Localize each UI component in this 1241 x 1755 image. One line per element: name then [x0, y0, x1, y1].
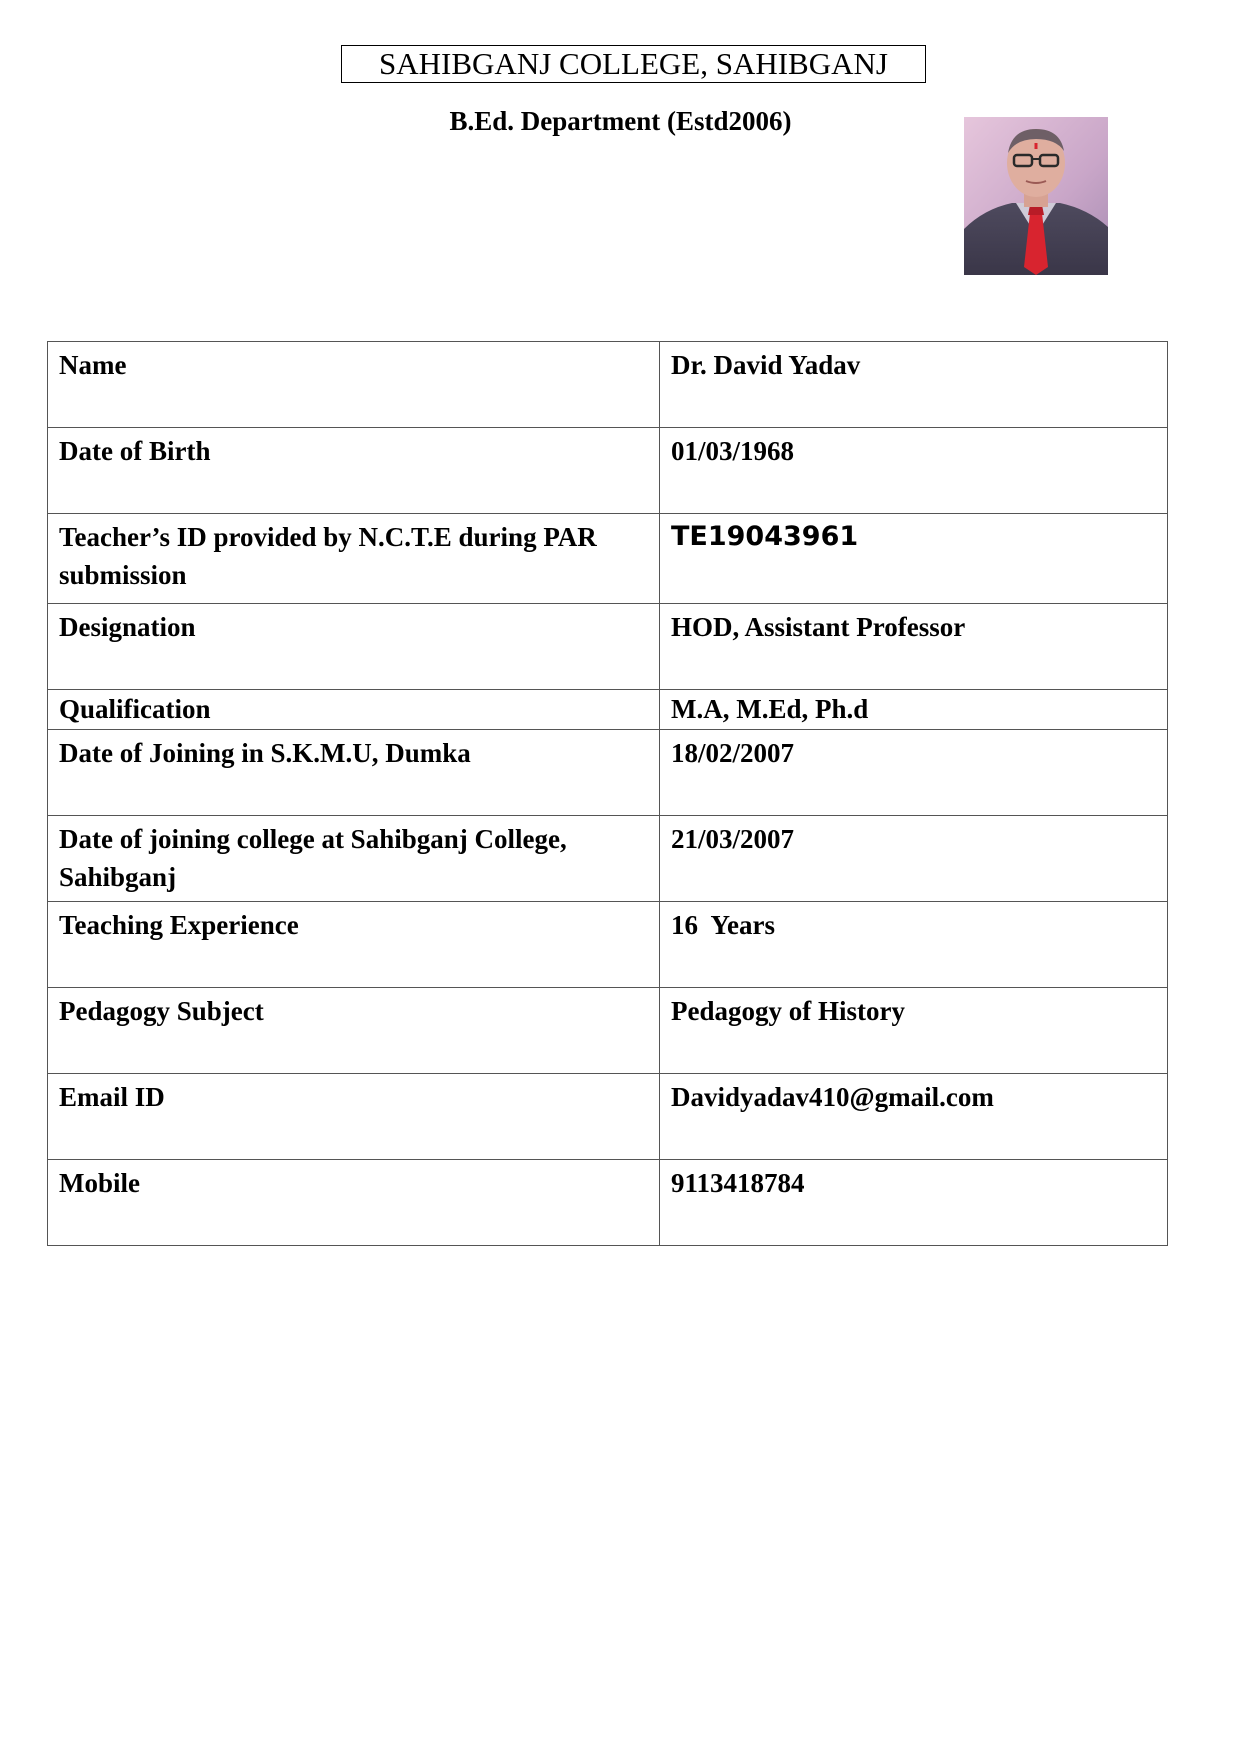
table-row: [48, 1160, 1168, 1246]
table-row: [48, 1074, 1168, 1160]
row-label: Name: [48, 342, 660, 428]
row-value: M.A, M.Ed, Ph.d: [660, 690, 1168, 730]
row-label: Pedagogy Subject: [48, 988, 660, 1074]
row-label: Date of joining college at Sahibganj College, Sahibganj: [48, 816, 660, 902]
table-row: [48, 514, 1168, 604]
row-value: 01/03/1968: [660, 428, 1168, 514]
department-title: B.Ed. Department (Estd2006): [449, 106, 792, 136]
table-row: [48, 816, 1168, 902]
row-label: Email ID: [48, 1074, 660, 1160]
college-title: SAHIBGANJ COLLEGE, SAHIBGANJ: [341, 45, 926, 83]
row-value: Dr. David Yadav: [660, 342, 1168, 428]
table-row: [48, 690, 1168, 730]
row-value: 16 Years: [660, 902, 1168, 988]
table-row: [48, 902, 1168, 988]
row-value: Pedagogy of History: [660, 988, 1168, 1074]
table-row: [48, 342, 1168, 428]
row-value: 18/02/2007: [660, 730, 1168, 816]
table-row: [48, 604, 1168, 690]
row-value: 21/03/2007: [660, 816, 1168, 902]
table-row: [48, 988, 1168, 1074]
row-label: Designation: [48, 604, 660, 690]
row-label: Date of Joining in S.K.M.U, Dumka: [48, 730, 660, 816]
profile-table: [47, 341, 1168, 1246]
row-value: TE19043961: [660, 514, 1168, 604]
row-value: HOD, Assistant Professor: [660, 604, 1168, 690]
row-value: 9113418784: [660, 1160, 1168, 1246]
row-label: Qualification: [48, 690, 660, 730]
row-value: Davidyadav410@gmail.com: [660, 1074, 1168, 1160]
row-label: Teaching Experience: [48, 902, 660, 988]
row-label: Teacher’s ID provided by N.C.T.E during PAR submission: [48, 514, 660, 604]
table-row: [48, 428, 1168, 514]
row-label: Date of Birth: [48, 428, 660, 514]
table-row: [48, 730, 1168, 816]
profile-photo: [964, 117, 1108, 275]
row-label: Mobile: [48, 1160, 660, 1246]
